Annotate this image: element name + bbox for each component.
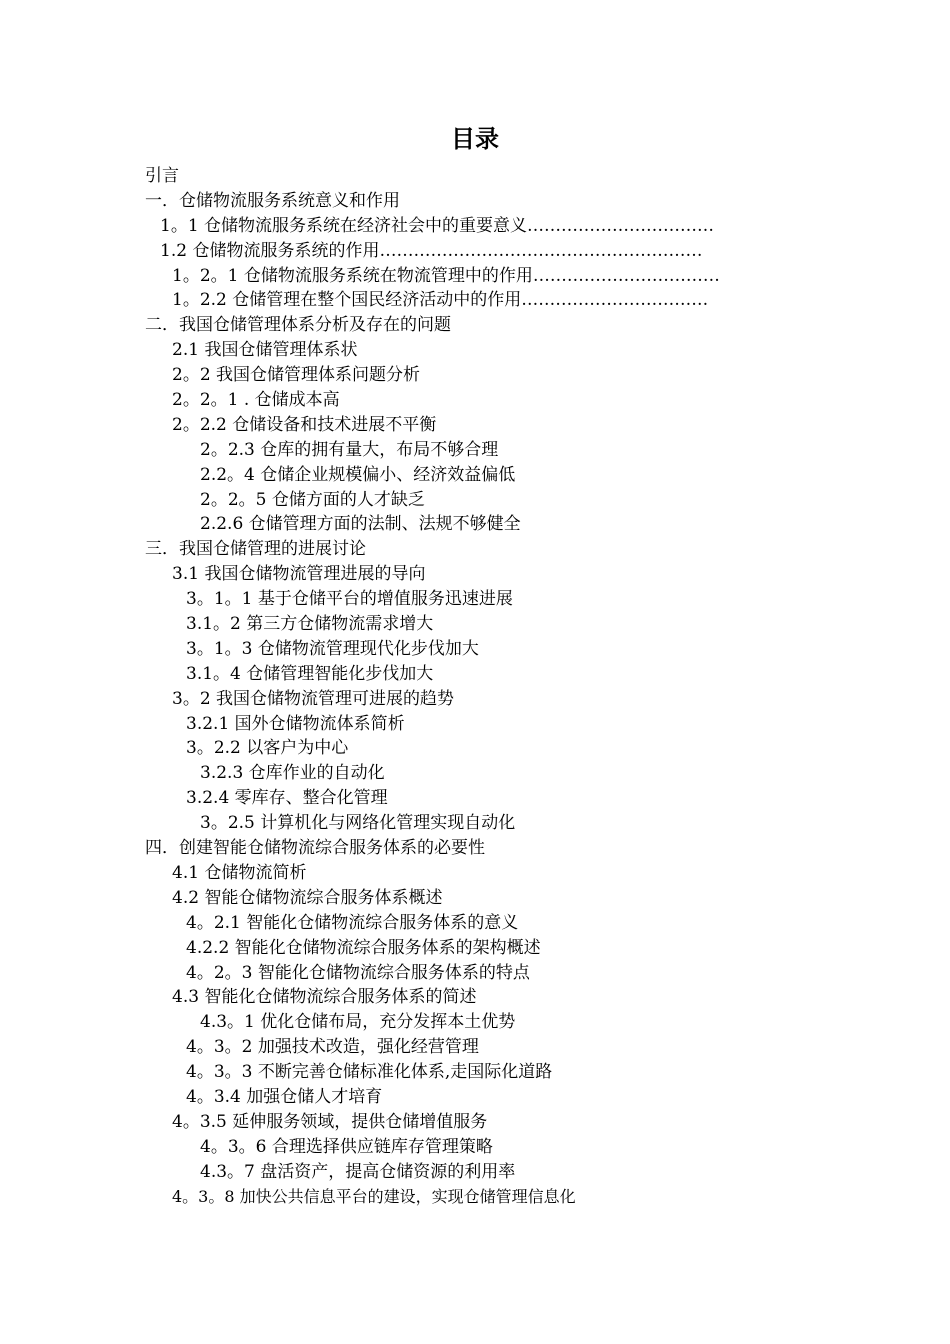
toc-entry: 2。2 我国仓储管理体系问题分析 — [172, 365, 421, 386]
toc-entry: 2。2.2 仓储设备和技术进展不平衡 — [172, 414, 437, 435]
toc-entry: 2。2。1 . 仓储成本高 — [172, 390, 340, 411]
toc-entry: 2.1 我国仓储管理体系状 — [172, 340, 358, 361]
toc-entry: 4。2.1 智能化仓储物流综合服务体系的意义 — [186, 912, 519, 933]
toc-entry: 3.2.4 零库存、整合化管理 — [186, 788, 388, 809]
toc-entry: 1.2 仓储物流服务系统的作用………………………………………………… — [160, 240, 703, 261]
toc-entry: 1。2。1 仓储物流服务系统在物流管理中的作用…………………………… — [172, 265, 720, 286]
toc-entry: 2。2.3 仓库的拥有量大，布局不够合理 — [200, 439, 499, 460]
toc-entry: 一．仓储物流服务系统意义和作用 — [145, 190, 400, 211]
toc-entry: 引言 — [145, 166, 179, 186]
toc-entry: 4。3。3 不断完善仓储标准化体系,走国际化道路 — [186, 1062, 553, 1083]
toc-entry: 3.2.1 国外仓储物流体系简析 — [186, 713, 405, 734]
toc-entry: 四．创建智能仓储物流综合服务体系的必要性 — [145, 838, 485, 859]
toc-entry: 1。2.2 仓储管理在整个国民经济活动中的作用…………………………… — [172, 290, 709, 311]
toc-entry: 4。3.5 延伸服务领域，提供仓储增值服务 — [172, 1111, 488, 1132]
toc-entry: 3.1。4 仓储管理智能化步伐加大 — [186, 663, 434, 684]
toc-entry: 4.2.2 智能化仓储物流综合服务体系的架构概述 — [186, 937, 541, 958]
toc-entry: 4。3.4 加强仓储人才培育 — [186, 1086, 383, 1107]
toc-entry: 3。1。3 仓储物流管理现代化步伐加大 — [186, 638, 479, 659]
toc-entry: 3。2.2 以客户为中心 — [186, 738, 349, 759]
toc-entry: 三．我国仓储管理的进展讨论 — [145, 539, 366, 560]
toc-entry: 4。3。8 加快公共信息平台的建设，实现仓储管理信息化 — [172, 1186, 576, 1206]
toc-entry: 4.3。1 优化仓储布局，充分发挥本土优势 — [200, 1012, 516, 1033]
toc-entry: 4。3。2 加强技术改造，强化经营管理 — [186, 1037, 479, 1058]
toc-entry: 3.1。2 第三方仓储物流需求增大 — [186, 614, 434, 635]
toc-entry: 4.3 智能化仓储物流综合服务体系的简述 — [172, 987, 477, 1008]
toc-entry: 2.2。4 仓储企业规模偏小、经济效益偏低 — [200, 464, 516, 485]
toc-entry: 3。2.5 计算机化与网络化管理实现自动化 — [200, 813, 516, 834]
toc-entry: 4.2 智能仓储物流综合服务体系概述 — [172, 887, 443, 908]
page-title: 目录 — [451, 125, 499, 153]
toc-entry: 3.2.3 仓库作业的自动化 — [200, 763, 385, 784]
toc-entry: 2。2。5 仓储方面的人才缺乏 — [200, 489, 425, 510]
toc-entry: 3。1。1 基于仓储平台的增值服务迅速进展 — [186, 589, 513, 610]
toc-entry: 3。2 我国仓储物流管理可进展的趋势 — [172, 688, 455, 709]
toc-entry: 1。1 仓储物流服务系统在经济社会中的重要意义…………………………… — [160, 215, 715, 236]
toc-entry: 4。3。6 合理选择供应链库存管理策略 — [200, 1136, 493, 1157]
toc-entry: 2.2.6 仓储管理方面的法制、法规不够健全 — [200, 514, 521, 535]
toc-entry: 4.3。7 盘活资产，提高仓储资源的利用率 — [200, 1161, 516, 1182]
toc-entry: 4.1 仓储物流简析 — [172, 862, 307, 883]
table-of-contents — [0, 164, 950, 1209]
toc-entry: 4。2。3 智能化仓储物流综合服务体系的特点 — [186, 962, 530, 983]
toc-entry: 二．我国仓储管理体系分析及存在的问题 — [145, 315, 451, 336]
toc-entry: 3.1 我国仓储物流管理进展的导向 — [172, 564, 426, 585]
